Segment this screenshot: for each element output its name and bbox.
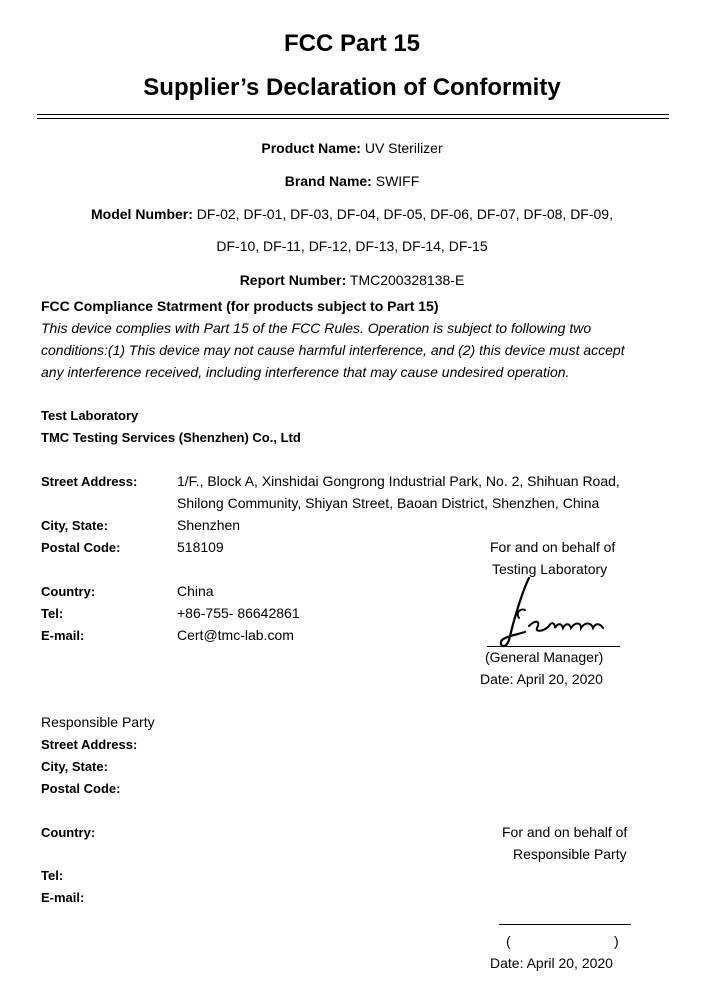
header-rule-bottom bbox=[37, 118, 669, 119]
report-number-line bbox=[0, 272, 704, 288]
lab-behalf-line1: For and on behalf of bbox=[490, 539, 616, 555]
lab-tel-label: Tel: bbox=[41, 606, 64, 621]
lab-country-label: Country: bbox=[41, 584, 96, 599]
compliance-text-line3: any interference received, including interference that may cause undesired operation. bbox=[41, 364, 570, 380]
responsible-postal-label: Postal Code: bbox=[41, 781, 121, 796]
responsible-paren-close: ) bbox=[614, 933, 619, 949]
responsible-section-label: Responsible Party bbox=[41, 714, 155, 730]
product-name-value: UV Sterilizer bbox=[364, 140, 443, 156]
lab-company-name: TMC Testing Services (Shenzhen) Co., Ltd bbox=[41, 430, 301, 445]
product-name-label: Product Name: bbox=[261, 140, 361, 156]
compliance-heading: FCC Compliance Statrment (for products subject to Part 15) bbox=[41, 298, 439, 314]
product-name-line bbox=[0, 140, 704, 156]
model-number-line bbox=[0, 206, 704, 222]
responsible-paren-open: ( bbox=[506, 933, 511, 949]
responsible-signature-line bbox=[499, 924, 631, 925]
responsible-city-label: City, State: bbox=[41, 759, 108, 774]
compliance-text-line2: conditions:(1) This device may not cause harmful interference, and (2) this device must accept bbox=[41, 342, 625, 358]
lab-city-label: City, State: bbox=[41, 518, 108, 533]
brand-name-label: Brand Name: bbox=[284, 173, 372, 189]
lab-postal-label: Postal Code: bbox=[41, 540, 121, 555]
header-rule-top bbox=[37, 114, 669, 115]
report-number-label: Report Number: bbox=[239, 272, 347, 288]
responsible-country-label: Country: bbox=[41, 825, 96, 840]
compliance-text-line1: This device complies with Part 15 of the FCC Rules. Operation is subject to following two bbox=[41, 320, 592, 336]
model-number-label: Model Number: bbox=[91, 206, 193, 222]
lab-signature bbox=[485, 570, 615, 652]
brand-name-value: SWIFF bbox=[375, 173, 420, 189]
lab-section-label: Test Laboratory bbox=[41, 408, 139, 423]
brand-name-line bbox=[0, 173, 704, 189]
lab-signature-date: Date: April 20, 2020 bbox=[480, 671, 603, 687]
responsible-tel-label: Tel: bbox=[41, 868, 64, 883]
responsible-street-label: Street Address: bbox=[41, 737, 138, 752]
responsible-behalf-line2: Responsible Party bbox=[513, 846, 627, 862]
document-subtitle: Supplier’s Declaration of Conformity bbox=[143, 74, 561, 101]
model-numbers-line1: DF-02, DF-01, DF-03, DF-04, DF-05, DF-06, DF-07, DF-08, DF-09, bbox=[196, 206, 613, 222]
lab-street-label: Street Address: bbox=[41, 474, 138, 489]
responsible-behalf-line1: For and on behalf of bbox=[502, 824, 628, 840]
lab-signer-title: (General Manager) bbox=[485, 649, 604, 665]
model-numbers-line2: DF-10, DF-11, DF-12, DF-13, DF-14, DF-15 bbox=[216, 238, 488, 254]
lab-email-value: Cert@tmc-lab.com bbox=[177, 627, 294, 643]
document-title: FCC Part 15 bbox=[283, 30, 421, 57]
lab-street-line1: 1/F., Block A, Xinshidai Gongrong Industrial Park, No. 2, Shihuan Road, bbox=[177, 473, 620, 489]
responsible-signature-date: Date: April 20, 2020 bbox=[490, 955, 613, 971]
lab-city-value: Shenzhen bbox=[177, 517, 241, 533]
lab-postal-value: 518109 bbox=[177, 539, 224, 555]
lab-country-value: China bbox=[177, 583, 214, 599]
lab-street-line2: Shilong Community, Shiyan Street, Baoan District, Shenzhen, China bbox=[177, 495, 600, 511]
lab-tel-value: +86-755- 86642861 bbox=[177, 605, 300, 621]
lab-signature-line bbox=[487, 646, 620, 647]
lab-email-label: E-mail: bbox=[41, 628, 85, 643]
report-number-value: TMC200328138-E bbox=[349, 272, 465, 288]
responsible-email-label: E-mail: bbox=[41, 890, 85, 905]
lab-behalf-line2: Testing Laboratory bbox=[492, 561, 608, 577]
